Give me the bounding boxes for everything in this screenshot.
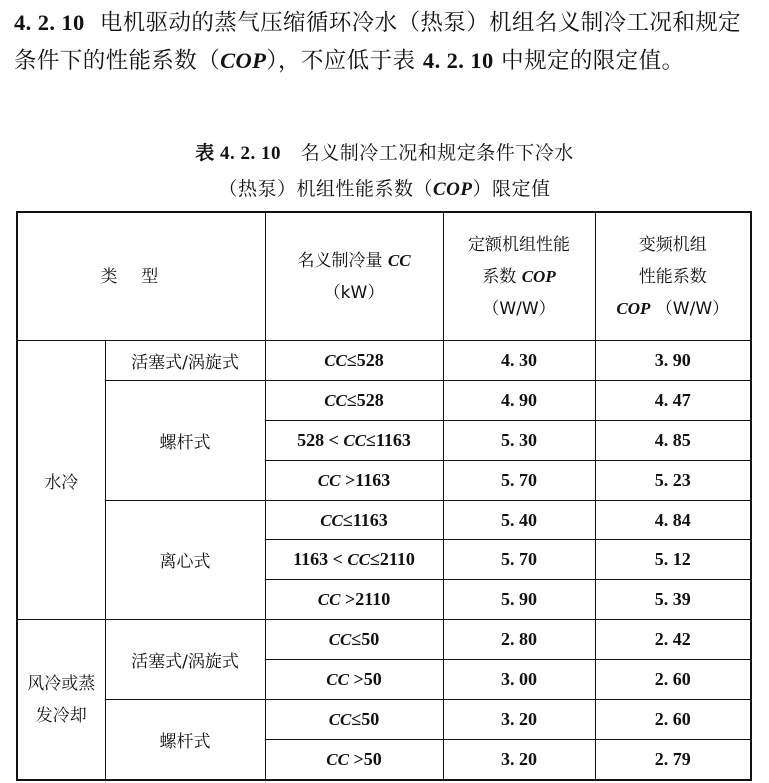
header-vfd-unit: （W/W）	[655, 298, 730, 319]
table-row	[17, 380, 751, 420]
rated-cop-cell	[443, 540, 595, 580]
compressor-type-label: 螺杆式	[159, 432, 211, 453]
vfd-cop-cell	[595, 580, 751, 620]
header-capacity-unit: （kW）	[323, 282, 385, 303]
clause-text-a: 电机驱动的蒸气压缩循环冷水（热泵）机组名义制冷工况和规定条件下的性能系数（	[14, 10, 742, 74]
compressor-type-label: 活塞式/涡旋式	[131, 352, 239, 373]
vfd-cop-value: 4. 47	[654, 389, 691, 410]
capacity-range-cc: CC	[317, 470, 341, 490]
table-row	[17, 700, 751, 740]
capacity-range-cell	[265, 540, 443, 580]
cooling-type-cell	[17, 620, 105, 780]
capacity-range-high: >1163	[340, 469, 391, 490]
vfd-cop-value: 5. 23	[654, 469, 691, 490]
vfd-cop-cell	[595, 540, 751, 580]
capacity-range-low: 528 <	[297, 429, 344, 450]
capacity-range-cell	[265, 700, 443, 740]
capacity-range-cc: CC	[347, 550, 371, 570]
capacity-range-cc: CC	[317, 590, 341, 610]
clause-text-c: 中规定的限定值。	[493, 48, 685, 74]
capacity-range-cc: CC	[324, 350, 347, 370]
capacity-range-cc: CC	[343, 430, 367, 450]
rated-cop-cell	[443, 739, 595, 779]
capacity-range-cell	[265, 739, 443, 779]
header-rated-cop-label: COP	[521, 266, 556, 286]
vfd-cop-cell	[595, 341, 751, 381]
capacity-range-high: ≤528	[346, 349, 384, 370]
header-capacity	[265, 212, 443, 341]
capacity-range-cell	[265, 580, 443, 620]
cooling-type-label-line2: 发冷却	[35, 705, 87, 726]
capacity-range-cell	[265, 460, 443, 500]
capacity-range-high: >2110	[340, 589, 391, 610]
rated-cop-cell	[443, 700, 595, 740]
header-vfd-cop	[595, 212, 751, 341]
header-capacity-text: 名义制冷量	[297, 250, 388, 271]
cooling-type-label-line1: 风冷或蒸	[27, 673, 96, 694]
rated-cop-value: 4. 30	[501, 349, 538, 370]
rated-cop-cell	[443, 620, 595, 660]
vfd-cop-cell	[595, 460, 751, 500]
rated-cop-value: 3. 20	[501, 708, 538, 729]
rated-cop-value: 5. 40	[501, 509, 538, 530]
vfd-cop-value: 2. 42	[654, 629, 691, 650]
compressor-type-cell	[105, 700, 265, 780]
vfd-cop-value: 5. 12	[654, 549, 691, 570]
capacity-range-cc: CC	[326, 749, 349, 769]
rated-cop-cell	[443, 380, 595, 420]
vfd-cop-value: 4. 84	[654, 509, 691, 530]
clause-paragraph	[14, 4, 759, 80]
header-capacity-cc: CC	[387, 250, 411, 270]
compressor-type-label: 离心式	[159, 552, 211, 573]
cooling-type-label: 水冷	[44, 472, 79, 493]
capacity-range-high: ≤528	[346, 389, 384, 410]
header-rated-cop	[443, 212, 595, 341]
vfd-cop-cell	[595, 739, 751, 779]
vfd-cop-value: 5. 39	[654, 589, 691, 610]
clause-number: 4. 2. 10	[14, 10, 85, 35]
compressor-type-cell	[105, 380, 265, 500]
header-row	[17, 212, 751, 341]
vfd-cop-value: 3. 90	[654, 349, 691, 370]
vfd-cop-cell	[595, 380, 751, 420]
rated-cop-value: 5. 90	[501, 589, 538, 610]
capacity-range-high: ≤2110	[370, 549, 415, 570]
header-vfd-cop-label: COP	[616, 298, 651, 318]
capacity-range-high: >50	[348, 669, 382, 690]
compressor-type-label: 活塞式/涡旋式	[131, 652, 239, 673]
clause-table-ref: 4. 2. 10	[422, 48, 494, 73]
rated-cop-value: 3. 20	[501, 748, 538, 769]
rated-cop-cell	[443, 580, 595, 620]
compressor-type-cell	[105, 620, 265, 700]
vfd-cop-cell	[595, 620, 751, 660]
capacity-range-cell	[265, 660, 443, 700]
capacity-range-low: 1163 <	[293, 549, 348, 570]
vfd-cop-value: 4. 85	[654, 429, 691, 450]
capacity-range-high: ≤1163	[366, 429, 411, 450]
capacity-range-cell	[265, 500, 443, 540]
rated-cop-value: 2. 80	[501, 629, 538, 650]
table-caption-text-b: ）限定值	[472, 178, 551, 200]
vfd-cop-value: 2. 79	[654, 748, 691, 769]
table-caption-cop: COP	[433, 179, 473, 200]
capacity-range-high: ≤1163	[342, 509, 388, 530]
rated-cop-cell	[443, 660, 595, 700]
table-row	[17, 620, 751, 660]
header-vfd-text1: 变频机组	[638, 234, 707, 255]
capacity-range-high: >50	[348, 748, 382, 769]
vfd-cop-value: 2. 60	[654, 708, 691, 729]
cop-limit-table	[16, 211, 752, 781]
capacity-range-high: ≤50	[351, 708, 380, 729]
header-type-label: 类型	[100, 266, 183, 287]
rated-cop-value: 5. 30	[501, 429, 538, 450]
capacity-range-high: ≤50	[351, 629, 380, 650]
table-caption-title: 名义制冷工况和规定条件下冷水	[300, 142, 574, 164]
table-caption-line2	[0, 175, 769, 204]
rated-cop-cell	[443, 420, 595, 460]
vfd-cop-cell	[595, 500, 751, 540]
compressor-type-label: 螺杆式	[159, 731, 211, 752]
vfd-cop-cell	[595, 700, 751, 740]
clause-cop: COP	[220, 48, 267, 73]
header-type	[17, 212, 265, 341]
clause-text-b: ），不应低于表	[266, 48, 423, 74]
capacity-range-cc: CC	[324, 390, 347, 410]
capacity-range-cc: CC	[328, 709, 352, 729]
compressor-type-cell	[105, 500, 265, 620]
compressor-type-cell	[105, 341, 265, 381]
rated-cop-value: 5. 70	[501, 469, 538, 490]
table-row	[17, 500, 751, 540]
table-row	[17, 341, 751, 381]
capacity-range-cell	[265, 380, 443, 420]
vfd-cop-value: 2. 60	[654, 669, 691, 690]
rated-cop-value: 5. 70	[501, 549, 538, 570]
capacity-range-cell	[265, 620, 443, 660]
rated-cop-cell	[443, 500, 595, 540]
vfd-cop-cell	[595, 660, 751, 700]
rated-cop-cell	[443, 341, 595, 381]
rated-cop-cell	[443, 460, 595, 500]
header-rated-text1: 定额机组性能	[468, 234, 571, 255]
capacity-range-cell	[265, 341, 443, 381]
capacity-range-cc: CC	[320, 510, 343, 530]
cooling-type-cell	[17, 341, 105, 620]
table-caption-text-a: （热泵）机组性能系数（	[218, 178, 433, 200]
rated-cop-value: 3. 00	[501, 669, 538, 690]
capacity-range-cc: CC	[326, 670, 349, 690]
header-vfd-text2: 性能系数	[638, 266, 707, 287]
header-rated-text2: 系数	[482, 266, 522, 287]
capacity-range-cell	[265, 420, 443, 460]
header-rated-unit: （W/W）	[482, 298, 556, 319]
vfd-cop-cell	[595, 420, 751, 460]
table-caption-prefix: 表 4. 2. 10	[195, 143, 282, 164]
table-caption-line1	[0, 139, 769, 168]
rated-cop-value: 4. 90	[501, 389, 538, 410]
capacity-range-cc: CC	[328, 630, 352, 650]
